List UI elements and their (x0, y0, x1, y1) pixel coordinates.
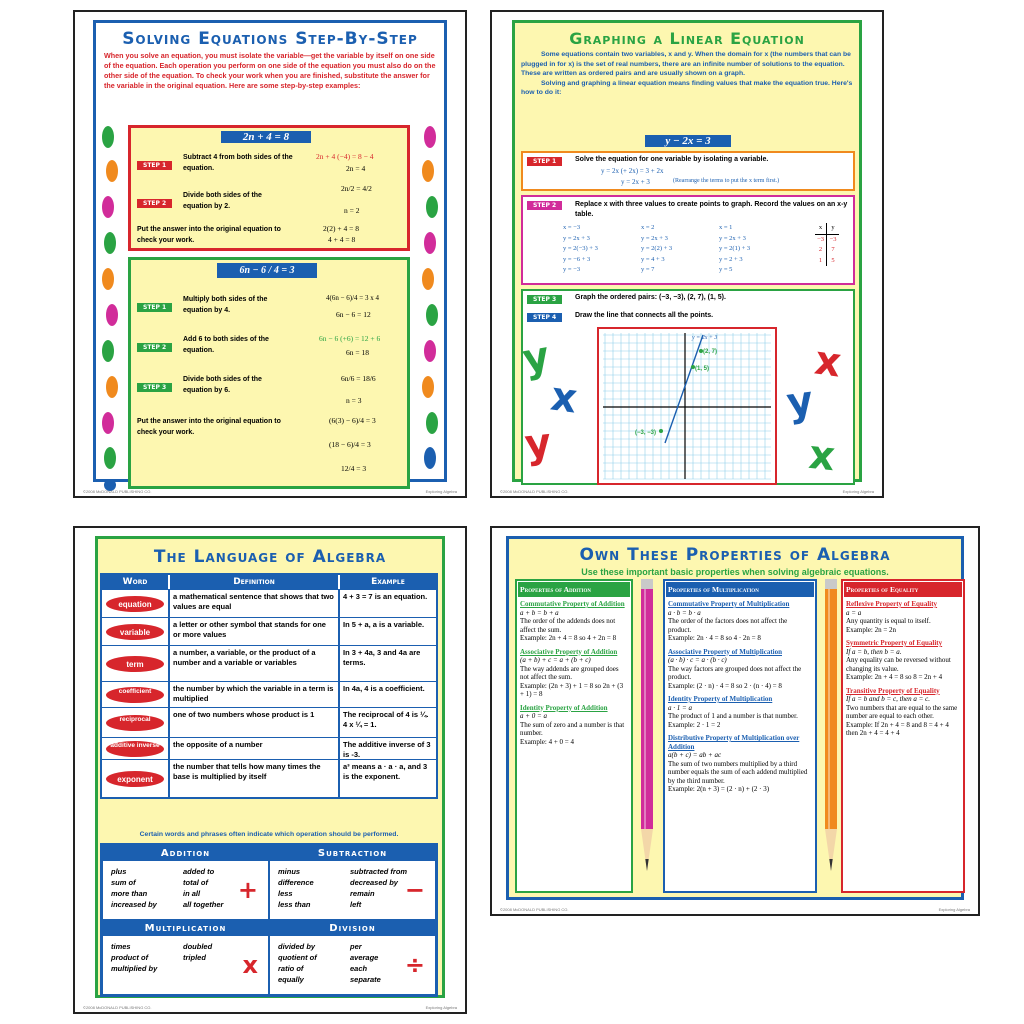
property-column (515, 579, 633, 893)
property-description: Any equality can be reversed without changing its value. (846, 656, 951, 673)
vocab-row (102, 645, 436, 681)
letter-y-decoration: y (522, 419, 554, 469)
keyword: left (350, 900, 362, 909)
vocab-definition: one of two numbers whose product is 1 (170, 708, 340, 737)
operation-symbol: ÷ (404, 951, 425, 979)
footer-series: Exploring Algebra (425, 489, 457, 494)
property-example: Example: 2n + 4 = 8 so 4 + 2n = 8 (520, 634, 617, 642)
footer-series: Exploring Algebra (938, 907, 970, 912)
col-head-definition: Definition (170, 575, 340, 589)
property-example: Example: 2n + 4 = 8 so 8 = 2n + 4 (846, 673, 943, 681)
keyword: more than (111, 889, 148, 898)
operation-symbol: + (237, 876, 258, 904)
example-2-box (128, 257, 410, 489)
poster-3-title: The Language of Algebra (153, 547, 387, 567)
property-column-heading: Properties of Addition (517, 581, 631, 598)
keyword: equally (278, 975, 304, 984)
calc-line: y = 2x + 3 (563, 234, 590, 242)
property-example: Example: (2n + 3) + 1 = 8 so 2n + (3 + 1) = 8 (520, 681, 624, 698)
xy-head-y: y (827, 223, 839, 235)
keyword: total of (183, 878, 208, 887)
poster-4-subtitle: Use these important basic properties when solving algebraic equations. (581, 567, 889, 577)
graph-step-3-text: Graph the ordered pairs: (−3, −3), (2, 7), (1, 5). (575, 294, 726, 301)
keyword: product of (111, 953, 149, 962)
poster-1-title: Solving Equations Step-By-Step (122, 29, 418, 49)
keyword: added to (183, 867, 215, 876)
keyword: difference (278, 878, 314, 887)
property-title: Distributive Property of Multiplication over Addition (668, 734, 800, 751)
vocab-example: In 4a, 4 is a coefficient. (343, 684, 425, 693)
vocab-word: coefficient (105, 686, 165, 704)
keyword: doubled (183, 942, 213, 951)
vocab-definition: a letter or other symbol that stands for one or more values (170, 618, 340, 645)
keyword: all together (183, 900, 224, 909)
e2-step2-result: 6n = 18 (346, 348, 369, 357)
keyword: quotient of (278, 953, 317, 962)
e2-check-3: 12/4 = 3 (341, 464, 367, 473)
graph-step-2-badge: STEP 2 (527, 201, 562, 210)
operation-division (269, 920, 436, 995)
property-column-heading: Properties of Equality (843, 581, 963, 598)
e2-check-1: (6(3) − 6)/4 = 3 (329, 416, 376, 425)
vocab-word: variable (105, 623, 165, 641)
graph-point-label: (2, 7) (703, 349, 718, 355)
property-item (665, 646, 815, 694)
vocab-example: The additive inverse of 3 is -3. (343, 740, 431, 759)
example-1-box (128, 125, 410, 251)
property-title: Identity Property of Multiplication (668, 695, 773, 703)
keyword: less (278, 889, 293, 898)
property-example: Example: 2(n + 3) = (2 · n) + (2 · 3) (668, 785, 770, 793)
calc-line: y = 2x + 3 (719, 234, 746, 242)
keyword: minus (278, 867, 301, 876)
calc-col-1 (563, 223, 598, 276)
graph-point-label: (−3, −3) (635, 430, 657, 436)
graph-step-2-box (521, 195, 855, 285)
footer-copyright: ©2008 McDONALD PUBLISHING CO. (83, 489, 152, 494)
property-example: Example: 2 · 1 = 2 (668, 720, 721, 729)
footprints-right (418, 123, 442, 493)
graph-step-1-math-b: y = 2x + 3 (621, 178, 650, 186)
keyword: per (350, 942, 362, 951)
e2-step3-text: Divide both sides of the equation by 6. (183, 376, 262, 394)
calc-line: y = −6 + 3 (563, 255, 591, 263)
letter-y-decoration: y (783, 377, 817, 427)
step-2-badge: STEP 2 (137, 199, 172, 208)
property-item (665, 732, 815, 797)
properties-columns (515, 579, 958, 893)
property-title: Associative Property of Multiplication (668, 647, 782, 656)
vocab-row (102, 681, 436, 707)
keyword: sum of (111, 878, 136, 887)
vocab-example: The reciprocal of 4 is ¼. 4 x ¼ = 1. (343, 710, 429, 729)
letter-x-decoration: x (811, 337, 844, 387)
poster-2-intro-2: Solving and graphing a linear equation means finding values that make the equation true. Here's how to do it: (521, 79, 853, 96)
e1-check-2: 4 + 4 = 8 (328, 235, 356, 244)
property-description: The way factors are grouped does not affect the product. (668, 664, 802, 681)
poster-2-footer (500, 489, 874, 494)
keyword: tripled (183, 953, 206, 962)
vocab-row (102, 617, 436, 645)
poster-3-frame (95, 536, 445, 998)
vocab-word: additive inverse (105, 740, 165, 758)
graph-step-1-badge: STEP 1 (527, 157, 562, 166)
calc-line: y = 7 (641, 266, 655, 273)
property-example: Example: (2 · n) · 4 = 8 so 2 · (n · 4) = 8 (668, 681, 782, 690)
e2-step2-math: 6n − 6 (+6) = 12 + 6 (319, 334, 381, 343)
property-item (517, 646, 631, 702)
step-1-badge: STEP 1 (137, 161, 172, 170)
calc-line: x = 1 (719, 224, 733, 231)
vocab-definition: a mathematical sentence that shows that two values are equal (170, 590, 340, 617)
example-1-equation: 2n + 4 = 8 (221, 131, 311, 143)
graph-step-1-math-a: y = 2x (+ 2x) = 3 + 2x (601, 167, 664, 175)
poster-2-intro: Some equations contain two variables, x and y. When the domain for x (the numbers that can be plugged in for x) is the set of real numbers, there are an infinite number of solutions to the equation. These are written as ordered pairs and are usually shown on a graph. (521, 51, 851, 77)
property-title: Associative Property of Addition (520, 647, 618, 656)
property-description: Any quantity is equal to itself. (846, 617, 931, 625)
property-description: The order of the factors does not affect the product. (668, 617, 788, 634)
property-item (843, 598, 963, 637)
calc-line: y = 2(2) + 3 (641, 245, 673, 252)
property-column-heading: Properties of Multiplication (665, 581, 815, 598)
poster-3-footer (83, 1005, 457, 1010)
vocab-example: In 3 + 4a, 3 and 4a are terms. (343, 648, 421, 667)
keyword: ratio of (278, 964, 304, 973)
xy-cell: 2 (815, 245, 827, 256)
e2-step1-result: 6n − 6 = 12 (336, 310, 371, 319)
poster-2-title: Graphing a Linear Equation (569, 29, 805, 48)
operation-symbol: x (242, 951, 258, 979)
calc-line: x = 2 (641, 224, 655, 231)
e1-check-1: 2(2) + 4 = 8 (323, 224, 359, 233)
e2-step2-text: Add 6 to both sides of the equation. (183, 336, 269, 354)
e1-step1-result: 2n = 4 (346, 164, 366, 173)
footer-series: Exploring Algebra (425, 1005, 457, 1010)
graph-equation-label: y = 2x + 3 (692, 335, 718, 341)
calc-line: y = −3 (563, 266, 581, 273)
e2-step-1-badge: STEP 1 (137, 303, 172, 312)
footer-copyright: ©2008 McDONALD PUBLISHING CO. (500, 907, 569, 912)
property-formula: a · b = b · a (668, 608, 701, 617)
footer-copyright: ©2008 McDONALD PUBLISHING CO. (500, 489, 569, 494)
calc-col-2 (641, 223, 672, 276)
keyword: multiplied by (111, 964, 158, 973)
vocab-row (102, 737, 436, 759)
keyword: separate (350, 975, 381, 984)
xy-cell: −3 (815, 235, 827, 246)
poster-2-frame (512, 20, 862, 482)
operation-heading: Subtraction (270, 846, 435, 861)
poster-language-of-algebra (73, 526, 467, 1014)
property-title: Identity Property of Addition (520, 703, 608, 712)
graph-point-label: (1, 5) (695, 366, 710, 372)
vocab-example: In 5 + a, a is a variable. (343, 620, 425, 629)
property-formula: a = a (846, 608, 862, 617)
col-head-example: Example (371, 577, 405, 587)
e2-step-3-badge: STEP 3 (137, 383, 172, 392)
coordinate-graph (597, 327, 777, 485)
letter-y-decoration: y (519, 333, 553, 383)
keyword: times (111, 942, 131, 951)
e1-step3-text: Put the answer into the original equation to check your work. (137, 226, 281, 244)
vocab-word: reciprocal (105, 714, 165, 732)
xy-table (815, 223, 839, 266)
operation-heading: Addition (103, 846, 268, 861)
calc-line: y = 2(1) + 3 (719, 245, 751, 252)
vocab-row (102, 759, 436, 797)
vocab-rows (102, 589, 436, 797)
property-formula: If a = b, then b = a. (846, 647, 902, 656)
calc-line: y = 2 + 3 (719, 255, 743, 263)
xy-cell: −3 (829, 235, 837, 243)
property-example: Example: If 2n + 4 = 8 and 8 = 4 + 4 then 2n + 4 = 4 + 4 (846, 720, 949, 737)
property-description: The sum of zero and a number is that number. (520, 720, 625, 737)
vocab-word: equation (105, 595, 165, 613)
e2-step3-result: n = 3 (346, 396, 362, 405)
vocab-definition: the number that tells how many times the base is multiplied by itself (170, 760, 340, 797)
e2-step4-text: Put the answer into the original equation to check your work. (137, 418, 281, 436)
e2-step-2-badge: STEP 2 (137, 343, 172, 352)
keyword: subtracted from (350, 867, 408, 876)
property-description: The product of 1 and a number is that number. (668, 712, 798, 720)
property-example: Example: 2n · 4 = 8 so 4 · 2n = 8 (668, 634, 761, 642)
property-description: The way addends are grouped does not affect the sum. (520, 664, 619, 681)
property-formula: a + b = b + a (520, 608, 559, 617)
pencil-icon (637, 579, 657, 879)
graph-step-1-note: (Rearrange the terms to put the x term first.) (673, 178, 780, 184)
graph-step-4-text: Draw the line that connects all the points. (575, 312, 714, 319)
calc-line: y = 4 + 3 (641, 255, 665, 263)
vocab-row (102, 707, 436, 737)
property-formula: a(b + c) = ab + ac (668, 751, 722, 759)
graph-step-1-text: Solve the equation for one variable by isolating a variable. (575, 156, 769, 163)
poster-1-intro: When you solve an equation, you must isolate the variable—get the variable by itself on one side of the equation. Each operation you perform on one side of the equation you must also do on the other side of the equation. To check your work when you are finished, substitute the answer for the variable in the original equation. Here are some step-by-step examples: (104, 51, 436, 90)
keyword: remain (350, 889, 375, 898)
graph-step-4-badge: STEP 4 (527, 313, 562, 322)
calc-line: y = 5 (719, 266, 733, 273)
operations-note: Certain words and phrases often indicate which operation should be performed. (139, 831, 399, 838)
graph-step-3-badge: STEP 3 (527, 295, 562, 304)
vocab-word: term (105, 655, 165, 673)
property-item (665, 598, 815, 646)
poster-solving-equations (73, 10, 467, 498)
vocab-table (100, 573, 438, 799)
graph-step-2-text: Replace x with three values to create points to graph. Record the values on an x-y table. (575, 201, 848, 218)
property-title: Commutative Property of Addition (520, 600, 625, 608)
e1-step1-text: Subtract 4 from both sides of the equation. (183, 154, 293, 172)
poster-4-title: Own These Properties of Algebra (579, 545, 891, 565)
property-title: Commutative Property of Multiplication (668, 600, 790, 608)
operation-heading: Multiplication (103, 921, 268, 936)
example-2-equation: 6n − 6 / 4 = 3 (217, 263, 317, 278)
e1-step2-math: 2n/2 = 4/2 (341, 184, 372, 193)
e2-step1-text: Multiply both sides of the equation by 4. (183, 296, 268, 314)
vocab-example: 4 + 3 = 7 is an equation. (343, 592, 428, 601)
footer-copyright: ©2008 McDONALD PUBLISHING CO. (83, 1005, 152, 1010)
pencil-icon (821, 579, 841, 879)
operation-multiplication (102, 920, 269, 995)
graph-step-1-box (521, 151, 855, 191)
poster-graphing-linear-equation (490, 10, 884, 498)
e1-step2-result: n = 2 (344, 206, 360, 215)
letter-x-decoration: x (547, 373, 580, 423)
poster-4-footer (500, 907, 970, 912)
property-item (843, 637, 963, 685)
keyword: each (350, 964, 368, 973)
property-item (665, 693, 815, 732)
poster-1-frame (93, 20, 447, 482)
xy-head-x: x (815, 223, 827, 235)
property-column (841, 579, 965, 893)
vocab-definition: the number by which the variable in a term is multiplied (170, 682, 340, 707)
calc-line: x = −3 (563, 224, 581, 231)
keyword: average (350, 953, 379, 962)
operation-symbol: − (404, 876, 425, 904)
keyword: increased by (111, 900, 157, 909)
xy-cell: 1 (815, 256, 827, 267)
keyword: plus (111, 867, 127, 876)
property-column (663, 579, 817, 893)
poster-4-frame (506, 536, 964, 900)
property-formula: a + 0 = a (520, 712, 547, 720)
property-title: Symmetric Property of Equality (846, 639, 943, 647)
poster-1-footer (83, 489, 457, 494)
property-title: Transitive Property of Equality (846, 686, 940, 695)
keyword: decreased by (350, 878, 398, 887)
property-title: Reflexive Property of Equality (846, 600, 938, 608)
calc-line: y = 2(−3) + 3 (563, 245, 598, 252)
vocab-definition: the opposite of a number (170, 738, 340, 759)
letter-x-decoration: x (806, 431, 838, 481)
vocab-definition: a number, a variable, or the product of a number and a variable or variables (170, 646, 340, 681)
operation-heading: Division (270, 921, 435, 936)
vocab-row (102, 589, 436, 617)
property-description: Two numbers that are equal to the same number are equal to each other. (846, 703, 958, 720)
property-formula: (a · b) · c = a · (b · c) (668, 656, 727, 664)
property-item (517, 702, 631, 750)
operations-grid (100, 843, 438, 997)
keyword: in all (183, 889, 201, 898)
e2-step1-math: 4(6n − 6)/4 = 3 x 4 (326, 294, 380, 302)
e2-check-2: (18 − 6)/4 = 3 (329, 440, 371, 449)
xy-cell: 5 (831, 256, 835, 264)
xy-cell: 7 (831, 246, 835, 253)
vocab-example: a³ means a · a · a, and 3 is the exponent. (343, 762, 428, 781)
operation-addition (102, 845, 269, 920)
footer-series: Exploring Algebra (842, 489, 874, 494)
calc-col-3 (719, 223, 750, 276)
property-formula: a · 1 = a (668, 703, 692, 712)
calc-line: y = 2x + 3 (641, 234, 668, 242)
property-example: Example: 4 + 0 = 4 (520, 737, 574, 746)
property-formula: If a = b and b = c, then a = c. (846, 695, 930, 703)
property-formula: (a + b) + c = a + (b + c) (520, 656, 591, 664)
e1-step1-math: 2n + 4 (−4) = 8 − 4 (316, 152, 374, 161)
keyword: less than (278, 900, 311, 909)
vocab-word: exponent (105, 770, 165, 788)
keyword: divided by (278, 942, 316, 951)
col-head-word: Word (102, 575, 170, 589)
poster-2-equation: y − 2x = 3 (645, 135, 731, 147)
poster-properties-of-algebra (490, 526, 980, 916)
e1-step2-text: Divide both sides of the equation by 2. (183, 192, 262, 210)
property-description: The sum of two numbers multiplied by a third number equals the sum of each addend multiplied by the third number. (668, 759, 808, 785)
footprints-left (98, 123, 122, 493)
e2-step3-math: 6n/6 = 18/6 (341, 374, 376, 383)
operation-subtraction (269, 845, 436, 920)
property-item (517, 598, 631, 646)
property-description: The order of the addends does not affect the sum. (520, 617, 616, 634)
property-example: Example: 2n = 2n (846, 625, 897, 634)
property-item (843, 685, 963, 741)
